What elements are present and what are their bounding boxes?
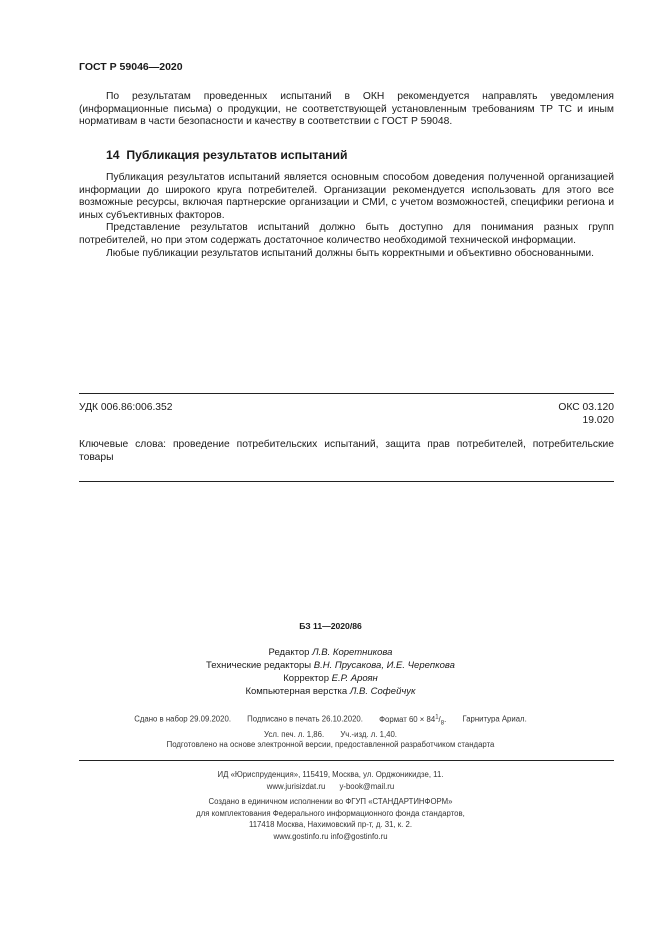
section-body bbox=[79, 172, 614, 260]
gostinfo-email-link[interactable]: info@gostinfo.ru bbox=[330, 831, 388, 841]
submitted-date: Сдано в набор 29.09.2020. bbox=[134, 714, 231, 724]
print-details bbox=[0, 711, 661, 742]
created-line-1: Создано в единичном исполнении во ФГУП «СТАНДАРТИНФОРМ» bbox=[208, 797, 453, 806]
intro-paragraph-block bbox=[79, 91, 614, 129]
intro-paragraph: По результатам проведенных испытаний в ОКН рекомендуется направлять уведомления (информационные письма) о продукции, не соответствующей установленным требованиям ТР ТС и иным нормативам в части безопасности и качеству в соответствии с ГОСТ Р 59048. bbox=[79, 91, 614, 128]
publisher-site-link[interactable]: www.jurisizdat.ru bbox=[266, 781, 326, 791]
bz-number: БЗ 11—2020/86 bbox=[299, 621, 362, 631]
print-sheets: Усл. печ. л. 1,86. bbox=[264, 730, 325, 740]
layout-line bbox=[0, 685, 661, 698]
divider-top bbox=[79, 393, 614, 394]
oks-codes bbox=[558, 402, 614, 427]
prepared-note: Подготовлено на основе электронной версии, предоставленной разработчиком стандарта bbox=[166, 740, 495, 749]
corrector-label: Корректор bbox=[283, 673, 329, 684]
publisher-email-link[interactable]: y-book@mail.ru bbox=[339, 781, 395, 791]
standard-header: ГОСТ Р 59046—2020 bbox=[79, 61, 183, 73]
section-heading bbox=[106, 148, 347, 162]
divider-bottom bbox=[79, 481, 614, 482]
gostinfo-site-link[interactable]: www.gostinfo.ru bbox=[273, 831, 329, 841]
corrector-line bbox=[0, 672, 661, 685]
corrector-name: Е.Р. Ароян bbox=[331, 673, 378, 684]
tech-editors-names: В.Н. Прусакова, И.Е. Черепкова bbox=[313, 660, 455, 671]
tech-editors-line bbox=[0, 659, 661, 672]
keywords: Ключевые слова: проведение потребительских испытаний, защита прав потребителей, потребительские товары bbox=[79, 439, 614, 463]
tech-editors-label: Технические редакторы bbox=[206, 660, 312, 671]
section-paragraph-3: Любые публикации результатов испытаний должны быть корректными и объективно обоснованными. bbox=[106, 247, 595, 259]
gost-contacts bbox=[0, 831, 661, 843]
oks-code-2: 19.020 bbox=[582, 414, 614, 426]
editor-line bbox=[0, 646, 661, 659]
publishing-sheets: Уч.-изд. л. 1,40. bbox=[340, 730, 397, 740]
publisher-address: ИД «Юриспруденция», 115419, Москва, ул. Орджоникидзе, 11. bbox=[217, 770, 444, 779]
udk-code: УДК 006.86:006.352 bbox=[79, 402, 173, 413]
editor-label: Редактор bbox=[268, 647, 310, 658]
layout-name: Л.В. Софейчук bbox=[349, 686, 416, 697]
typeface: Гарнитура Ариал. bbox=[462, 714, 527, 724]
oks-code-1: ОКС 03.120 bbox=[558, 402, 614, 413]
created-line-2: для комплектования Федерального информационного фонда стандартов, bbox=[196, 808, 465, 818]
editor-name: Л.В. Коретникова bbox=[312, 647, 393, 658]
publisher-block bbox=[0, 769, 661, 792]
credits bbox=[0, 646, 661, 698]
standartinform-block bbox=[0, 796, 661, 842]
print-line-1 bbox=[0, 711, 661, 729]
divider-imprint bbox=[79, 760, 614, 761]
signed-date: Подписано в печать 26.10.2020. bbox=[247, 714, 363, 724]
layout-label: Компьютерная верстка bbox=[245, 686, 348, 697]
format: Формат $60 \times 84^1/_8$. bbox=[379, 714, 447, 727]
publisher-contacts bbox=[0, 781, 661, 793]
created-line-3: 117418 Москва, Нахимовский пр-т, д. 31, к. 2. bbox=[248, 820, 413, 830]
section-title: Публикация результатов испытаний bbox=[126, 148, 348, 162]
section-paragraph-2: Представление результатов испытаний должно быть доступно для понимания разных групп потребителей, но при этом содержать достаточное количество необходимой технической информации. bbox=[79, 222, 614, 246]
section-paragraph-1: Публикация результатов испытаний является основным способом доведения полученной организацией информации до широкого круга потребителей. Организации рекомендуется использовать для этого все возможные ресурсы, включая партнерские организации и СМИ, с учетом возможностей, специфики региона и иных субъективных факторов. bbox=[79, 172, 614, 221]
section-number: 14 bbox=[106, 148, 120, 162]
